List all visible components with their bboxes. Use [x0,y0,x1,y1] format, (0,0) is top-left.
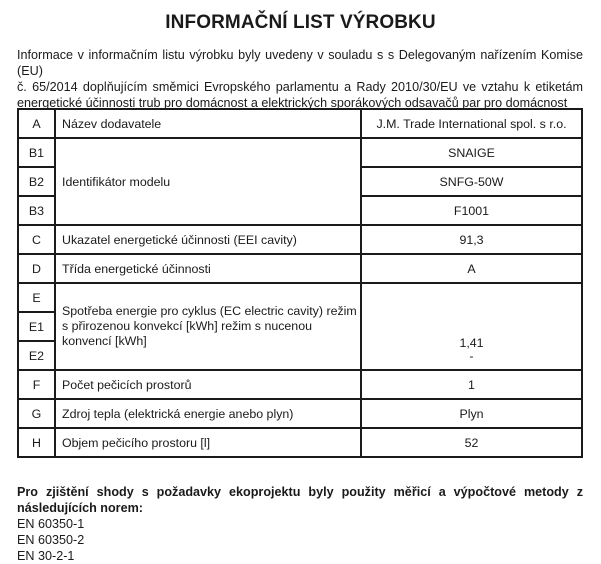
row-value: SNFG-50W [361,167,582,196]
table-row-c [18,225,582,254]
standard-item: EN 30-2-1 [17,549,75,563]
table-row-f [18,370,582,399]
row-code: E1 [18,312,55,341]
row-code: B3 [18,196,55,225]
row-value: 91,3 [361,225,582,254]
row-code: C [18,225,55,254]
standard-item: EN 60350-2 [17,533,85,547]
footer-notes [17,484,583,564]
row-code: A [18,109,55,138]
row-label: Spotřeba energie pro cyklus (EC electric cavity) režim s přirozenou konvekcí [kWh] režim s nucenou konvencí [kWh] [55,283,361,370]
row-label: Objem pečicího prostoru [l] [55,428,361,457]
row-value: J.M. Trade International spol. s r.o. [361,109,582,138]
standard-item: EN 60350-1 [17,517,85,531]
row-value: 52 [361,428,582,457]
row-label: Ukazatel energetické účinnosti (EEI cavity) [55,225,361,254]
page-title: INFORMAČNÍ LIST VÝROBKU [165,12,436,33]
table-row-g [18,399,582,428]
row-label: Zdroj tepla (elektrická energie anebo plyn) [55,399,361,428]
value-forced-convection: - [469,349,474,363]
product-info-table [17,108,583,458]
intro-line: energetické účinnosti trub pro domácnost a elektrických sporákových odsavačů par pro domácnost [17,96,568,110]
intro-line: Informace v informačním listu výrobku byly uvedeny v souladu s s Delegovaným nařízením Komise (EU) [17,48,583,78]
intro-line: č. 65/2014 doplňujícím směmici Evropského parlamentu a Rady 2010/30/EU ve vztahu k etiketám [17,80,583,94]
table-row-a [18,109,582,138]
table-row-b1 [18,138,582,167]
row-code: B2 [18,167,55,196]
row-code: F [18,370,55,399]
table-row-e [18,283,582,312]
row-value: SNAIGE [361,138,582,167]
row-code: E [18,283,55,312]
table-row-h [18,428,582,457]
row-value: A [361,254,582,283]
row-code: E2 [18,341,55,370]
row-label: Název dodavatele [55,109,361,138]
row-label: Identifikátor modelu [55,138,361,225]
row-value: Plyn [361,399,582,428]
row-code: D [18,254,55,283]
intro-paragraph [17,47,583,111]
value-natural-convection: 1,41 [459,336,484,350]
compliance-statement: Pro zjištění shody s požadavky ekoprojektu byly použity měřicí a výpočtové metody z [17,485,583,499]
table-row-d [18,254,582,283]
row-value: 1 [361,370,582,399]
compliance-statement-cont: následujících norem: [17,501,143,515]
row-code: H [18,428,55,457]
row-code: B1 [18,138,55,167]
row-value: F1001 [361,196,582,225]
row-value [361,283,582,370]
row-label: Počet pečicích prostorů [55,370,361,399]
row-label: Třída energetické účinnosti [55,254,361,283]
row-code: G [18,399,55,428]
